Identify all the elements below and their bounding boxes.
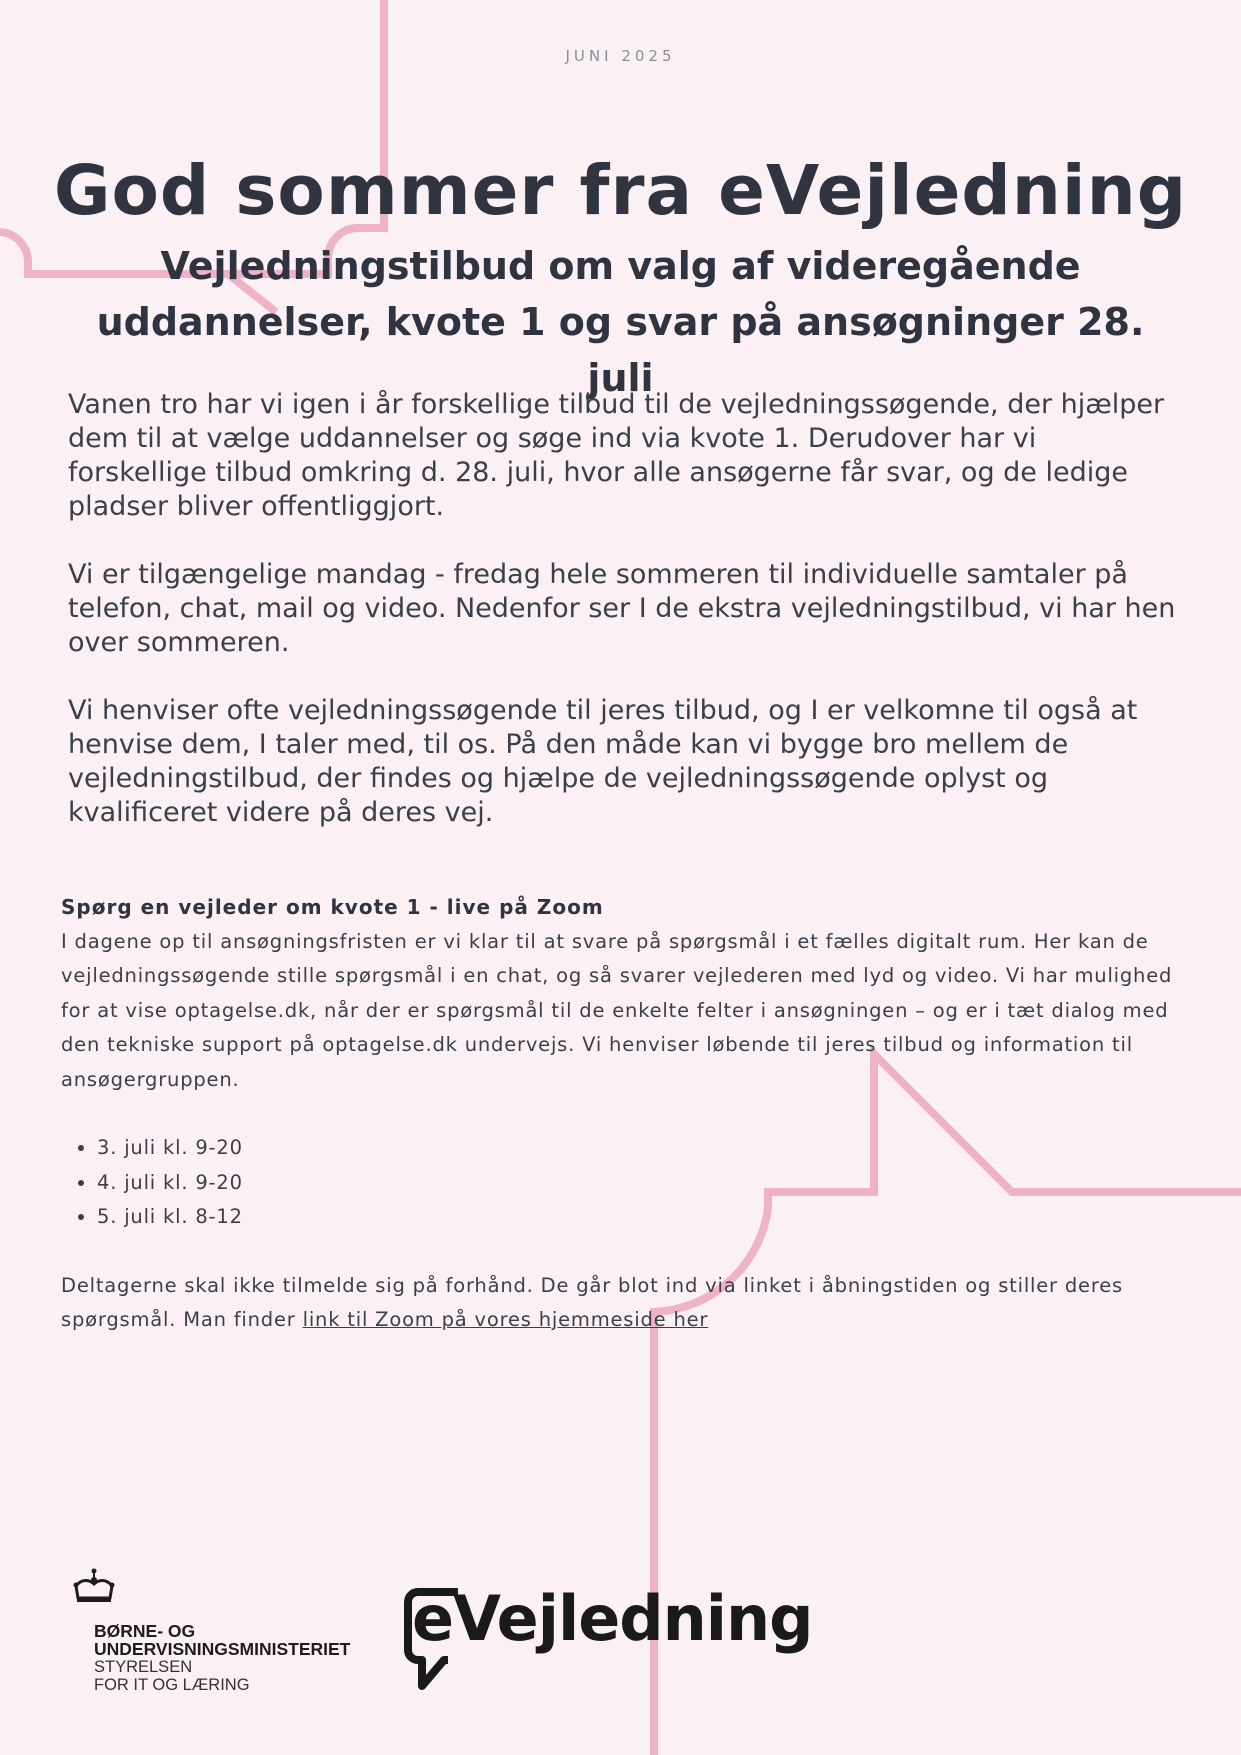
section-footer bbox=[61, 1269, 1191, 1338]
ministry-logo bbox=[70, 1568, 390, 1698]
section-footer-text: Deltagerne skal ikke tilmelde sig på forhånd. De går blot ind via linket i åbningstiden og stiller deres spørgsmål. Man finder bbox=[61, 1273, 1123, 1331]
date-list bbox=[61, 1131, 1191, 1235]
ministry-name-line: UNDERVISNINGSMINISTERIET bbox=[94, 1639, 351, 1659]
ministry-name bbox=[94, 1622, 350, 1694]
section-body: I dagene op til ansøgningsfristen er vi klar til at svare på spørgsmål i et fælles digitalt rum. Her kan de vejledningssøgende stille spørgsmål i en chat, og så svarer vejlederen med lyd og video. Vi har mulighed for at vise optagelse.dk, når der er spørgsmål til de enkelte felter i ansøgningen – og er i tæt dialog med den tekniske support på optagelse.dk undervejs. Vi henviser løbende til jeres tilbud og information til ansøgergruppen. bbox=[61, 929, 1173, 1091]
intro-paragraph: Vanen tro har vi igen i år forskellige tilbud til de vejledningssøgende, der hjælper dem til at vælge uddannelser og søge ind via kvote 1. Derudover har vi forskellige tilbud omkring d. 28. juli, hvor alle ansøgerne får svar, og de ledige pladser bliver offentliggjort. bbox=[68, 389, 1165, 522]
crown-icon bbox=[72, 1568, 116, 1608]
zoom-link[interactable]: link til Zoom på vores hjemmeside her bbox=[302, 1308, 709, 1331]
date-list-item: • 3. juli kl. 9-20 bbox=[97, 1131, 1191, 1166]
ministry-name-line: BØRNE- OG bbox=[94, 1621, 196, 1641]
issue-date: JUNI 2025 bbox=[565, 47, 676, 65]
date-list-item: • 5. juli kl. 8-12 bbox=[97, 1200, 1191, 1235]
section-heading: Spørg en vejleder om kvote 1 - live på Zoom bbox=[61, 895, 604, 919]
intro-section bbox=[68, 388, 1178, 864]
ministry-name-line: STYRELSEN bbox=[94, 1658, 193, 1676]
evejledning-logo bbox=[404, 1582, 813, 1692]
page-title: God sommer fra eVejledning bbox=[53, 151, 1188, 231]
intro-paragraph: Vi henviser ofte vejledningssøgende til jeres tilbud, og I er velkomne til også at henvise dem, I taler med, til os. På den måde kan vi bygge bro mellem de vejledningstilbud, der findes og hjælpe de vejledningssøgende oplyst og kvalificeret videre på deres vej. bbox=[68, 695, 1138, 828]
zoom-section bbox=[61, 890, 1191, 1338]
intro-paragraph: Vi er tilgængelige mandag - fredag hele sommeren til individuelle samtaler på telefon, chat, mail og video. Nedenfor ser I de ekstra vejledningstilbud, vi har hen over sommeren. bbox=[68, 559, 1176, 658]
page-subtitle: Vejledningstilbud om valg af videregående uddannelser, kvote 1 og svar på ansøgninger 28. juli bbox=[96, 244, 1145, 400]
evejledning-wordmark: eVejledning bbox=[412, 1582, 813, 1655]
ministry-name-line: FOR IT OG LÆRING bbox=[94, 1676, 250, 1694]
date-list-item: • 4. juli kl. 9-20 bbox=[97, 1166, 1191, 1201]
